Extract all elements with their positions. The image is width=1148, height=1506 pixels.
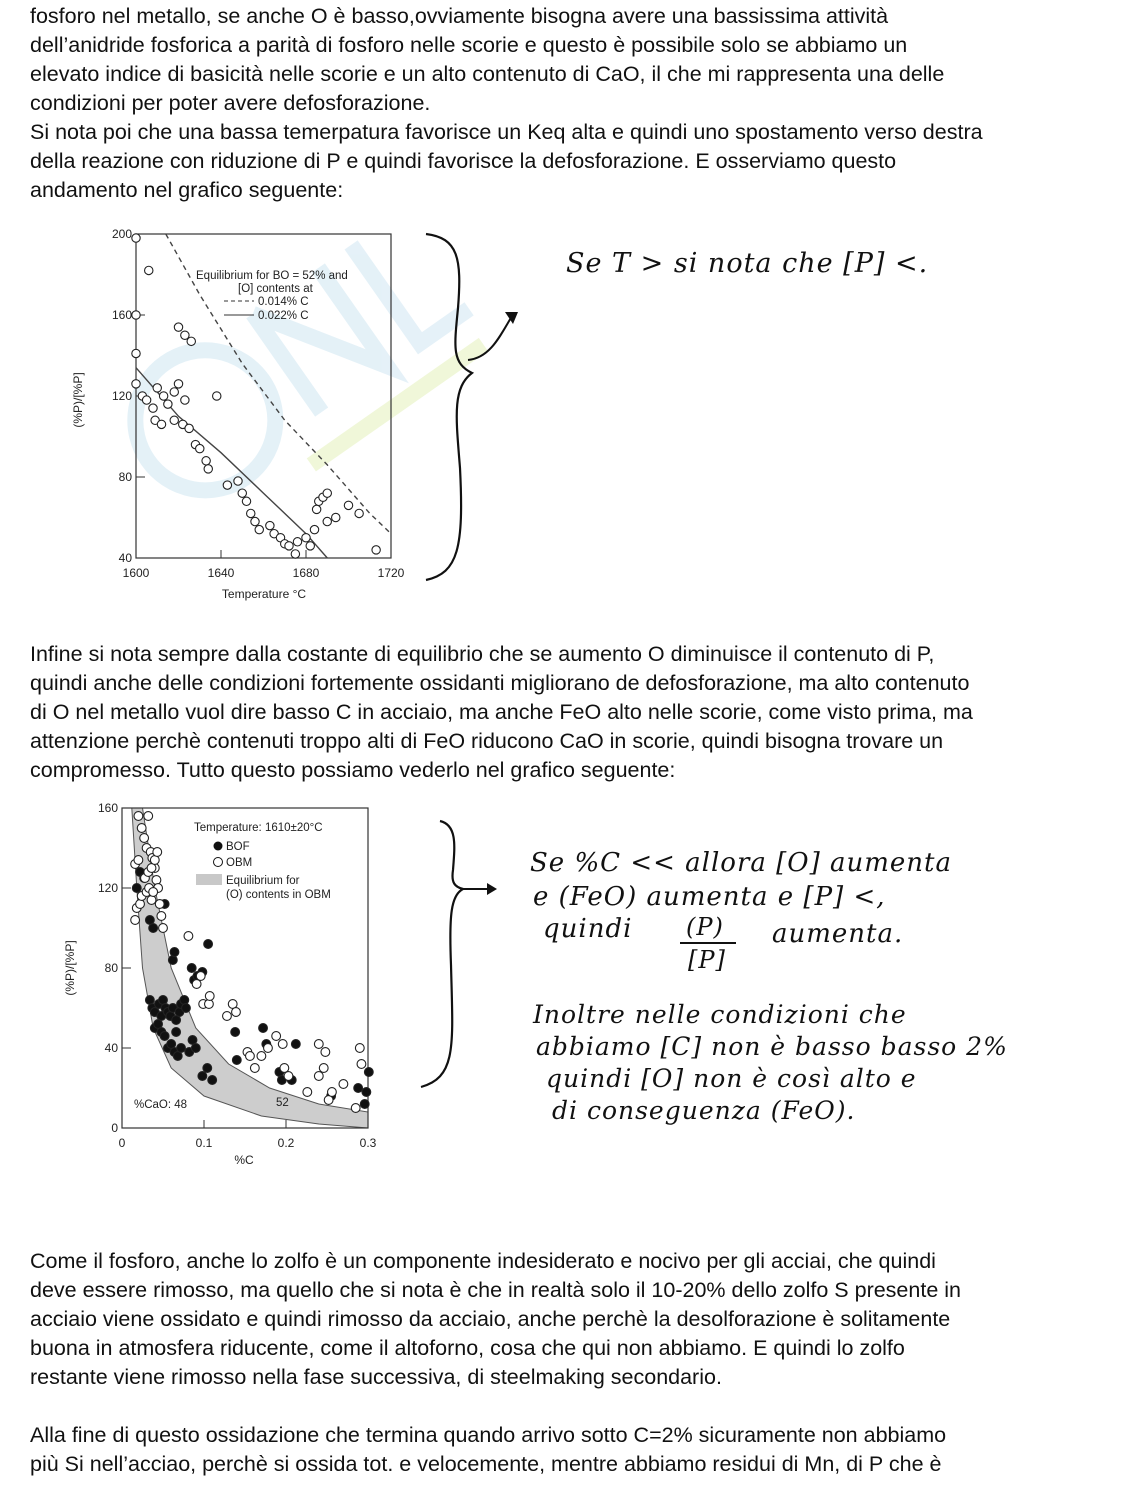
paragraph-2 xyxy=(30,640,1125,785)
chart2-point-bof xyxy=(198,1072,207,1081)
chart2-point-bof xyxy=(168,956,177,965)
chart2-point-bof xyxy=(187,964,196,973)
chart2-xtick-label: 0 xyxy=(118,1136,126,1150)
chart2-point-obm xyxy=(134,812,143,821)
chart2-point-bof xyxy=(180,996,189,1005)
chart1-point xyxy=(223,481,231,489)
chart1-xtick-label: 1600 xyxy=(122,566,150,580)
paragraph-1 xyxy=(30,2,1125,205)
chart1-point xyxy=(132,311,140,319)
chart2-legend-obm-marker xyxy=(214,858,223,867)
chart2-point-obm xyxy=(272,1032,281,1041)
chart1-point xyxy=(293,538,301,546)
chart2-point-obm xyxy=(196,972,205,981)
chart2-point-obm xyxy=(147,896,156,905)
brace-1 xyxy=(420,228,540,588)
chart2-point-obm xyxy=(134,856,143,865)
chart1-point xyxy=(164,400,172,408)
chart2-point-bof xyxy=(232,1056,241,1065)
chart1-point xyxy=(302,534,310,542)
chart2-point-obm xyxy=(357,1060,366,1069)
brace-2-path xyxy=(421,821,463,1087)
chart2-ytick-label: 160 xyxy=(97,801,118,815)
chart1-point xyxy=(174,380,182,388)
chart2-xtick-label: 0.3 xyxy=(359,1136,377,1150)
chart2-point-obm xyxy=(155,900,164,909)
chart1-point xyxy=(238,489,246,497)
handwritten-note-2-line-3: quindi xyxy=(543,914,633,944)
text-line: elevato indice di basicità nelle scorie e un alto contenuto di CaO, il che mi rappresenta una delle xyxy=(30,62,945,86)
chart1-point xyxy=(157,420,165,428)
text-line: Come il fosforo, anche lo zolfo è un componente indesiderato e nocivo per gli acciai, che quindi xyxy=(30,1249,936,1273)
chart1-point xyxy=(242,497,250,505)
chart2-ytick-label: 40 xyxy=(104,1041,118,1055)
chart2-point-bof xyxy=(159,996,168,1005)
chart2-point-obm xyxy=(264,1044,273,1053)
text-line: fosforo nel metallo, se anche O è basso,ovviamente bisogna avere una bassissima attività xyxy=(30,4,889,28)
chart2-point-bof xyxy=(132,884,141,893)
chart1-legend-solid: 0.022% C xyxy=(258,310,309,322)
chart2-legend-obm: OBM xyxy=(226,857,253,869)
brace-1-path xyxy=(426,234,472,580)
text-line: restante viene rimosso nella fase successiva, di steelmaking secondario. xyxy=(30,1365,722,1389)
chart2-point-obm xyxy=(314,1040,323,1049)
handwritten-fraction-bar xyxy=(680,942,736,944)
text-line: dell’anidride fosforica a parità di fosforo nelle scorie e questo è possibile solo se abbiamo un xyxy=(30,33,908,57)
chart2-point-obm xyxy=(339,1080,348,1089)
chart2-xlabel: %C xyxy=(234,1153,254,1167)
chart1-point xyxy=(213,392,221,400)
chart2-point-bof xyxy=(364,1068,373,1077)
chart2-point-obm xyxy=(159,924,168,933)
chart1-point xyxy=(149,404,157,412)
chart-carbon xyxy=(52,800,392,1170)
brace-2 xyxy=(415,815,525,1095)
chart2-point-obm xyxy=(157,912,166,921)
text-line: quindi anche delle condizioni fortemente ossidanti migliorano de defosforazione, ma alto contenuto xyxy=(30,671,970,695)
chart1-xtick-label: 1720 xyxy=(377,566,405,580)
chart2-point-bof xyxy=(208,1076,217,1085)
chart2-point-obm xyxy=(246,1052,255,1061)
chart2-point-obm xyxy=(223,1012,232,1021)
text-line: Alla fine di questo ossidazione che termina quando arrivo sotto C=2% sicuramente non abbiamo xyxy=(30,1423,947,1447)
chart2-point-bof xyxy=(191,1044,200,1053)
text-line: di O nel metallo vuol dire basso C in acciaio, ma anche FeO alto nelle scorie, come visto prima, ma xyxy=(30,700,973,724)
chart1-point xyxy=(153,384,161,392)
chart1-point xyxy=(132,349,140,357)
chart2-point-obm xyxy=(321,1048,330,1057)
chart1-point xyxy=(310,525,318,533)
chart2-point-obm xyxy=(152,876,161,885)
chart2-point-obm xyxy=(319,1064,328,1073)
chart2-point-obm xyxy=(351,1104,360,1113)
chart2-legend-bof: BOF xyxy=(226,841,250,853)
chart1-point xyxy=(323,517,331,525)
chart1-point xyxy=(255,525,263,533)
chart1-xtick-label: 1680 xyxy=(292,566,320,580)
handwritten-note-2-line-1: Se %C << allora [O] aumenta xyxy=(530,848,952,878)
chart2-point-obm xyxy=(137,824,146,833)
chart1-point xyxy=(142,396,150,404)
chart2-point-bof xyxy=(354,1084,363,1093)
chart1-point xyxy=(174,323,182,331)
chart1-point xyxy=(170,388,178,396)
chart1-ytick-label: 80 xyxy=(118,470,132,484)
text-line: condizioni per poter avere defosforazione. xyxy=(30,91,431,115)
chart2-point-bof xyxy=(231,1028,240,1037)
chart2-point-obm xyxy=(205,992,214,1001)
handwritten-fraction-numerator: (P) xyxy=(686,913,724,941)
text-line: Infine si nota sempre dalla costante di equilibrio che se aumento O diminuisce il contenuto di P, xyxy=(30,642,935,666)
arrow-1 xyxy=(468,316,512,360)
chart2-point-obm xyxy=(355,1044,364,1053)
chart2-point-obm xyxy=(284,1072,293,1081)
chart2-point-obm xyxy=(153,848,162,857)
chart1-point xyxy=(285,542,293,550)
chart1-point xyxy=(312,505,320,513)
chart2-ytick-label: 80 xyxy=(104,961,118,975)
chart1-point xyxy=(355,509,363,517)
chart2-point-obm xyxy=(280,1064,289,1073)
arrow-1-head xyxy=(505,312,518,324)
chart1-legend-line2: [O] contents at xyxy=(238,283,313,295)
chart2-point-obm xyxy=(140,834,149,843)
chart2-point-bof xyxy=(170,948,179,957)
chart2-ylabel: (%P)/[%P] xyxy=(63,940,77,996)
chart1-point xyxy=(159,392,167,400)
chart1-xlabel: Temperature °C xyxy=(221,587,307,601)
chart2-ytick-label: 120 xyxy=(97,881,118,895)
chart1-point xyxy=(372,546,380,554)
text-line: più Si nell’acciao, perchè si ossida tot. e velocemente, mentre abbiamo residui di Mn, di P che è xyxy=(30,1452,942,1476)
chart1-point xyxy=(196,444,204,452)
chart1-ytick-label: 120 xyxy=(111,389,132,403)
chart2-point-obm xyxy=(278,1040,287,1049)
chart2-point-bof xyxy=(204,940,213,949)
chart2-point-obm xyxy=(144,812,153,821)
chart1-point xyxy=(306,542,314,550)
chart2-point-obm xyxy=(184,932,193,941)
chart2-legend xyxy=(194,822,331,901)
chart2-point-obm xyxy=(257,1052,266,1061)
chart1-point xyxy=(251,517,259,525)
chart-temperature xyxy=(60,222,420,607)
chart1-point xyxy=(185,424,193,432)
chart2-legend-title: Temperature: 1610±20°C xyxy=(194,822,323,834)
chart2-point-bof xyxy=(172,1028,181,1037)
chart2-point-bof xyxy=(145,996,154,1005)
text-line: attenzione perchè contenuti troppo alti di FeO riducono CaO in scorie, quindi bisogna trovare un xyxy=(30,729,944,753)
handwritten-note-3-line-4: di conseguenza (FeO). xyxy=(552,1096,856,1125)
chart2-point-bof xyxy=(291,1040,300,1049)
chart1-legend-dashed: 0.014% C xyxy=(258,296,309,308)
chart1-point xyxy=(344,501,352,509)
chart1-ytick-label: 160 xyxy=(111,308,132,322)
chart2-legend-bof-marker xyxy=(214,842,223,851)
text-line: deve essere rimosso, ma quello che si nota è che in realtà solo il 10-20% dello zolfo S presente in xyxy=(30,1278,961,1302)
handwritten-note-3-line-2: abbiamo [C] non è basso basso 2% xyxy=(536,1032,1008,1061)
paragraph-3 xyxy=(30,1247,1125,1392)
chart1-point xyxy=(204,465,212,473)
chart2-legend-band: Equilibrium for xyxy=(226,875,300,887)
chart1-point xyxy=(181,396,189,404)
chart1-point xyxy=(170,416,178,424)
handwritten-note-3-line-1: Inoltre nelle condizioni che xyxy=(533,1000,907,1029)
chart1-point xyxy=(332,513,340,521)
chart2-point-bof xyxy=(182,1004,191,1013)
chart2-point-obm xyxy=(136,900,145,909)
handwritten-note-2-line-4: aumenta. xyxy=(772,919,904,949)
text-line: andamento nel grafico seguente: xyxy=(30,178,344,202)
chart2-xtick-label: 0.2 xyxy=(277,1136,295,1150)
chart2-point-obm xyxy=(314,1072,323,1081)
chart2-point-bof xyxy=(259,1024,268,1033)
chart2-point-obm xyxy=(150,856,159,865)
paragraph-4 xyxy=(30,1421,1125,1479)
chart1-ylabel: (%P)/[%P] xyxy=(71,372,85,428)
chart2-point-obm xyxy=(205,1000,214,1009)
chart2-point-bof xyxy=(177,1044,186,1053)
handwritten-fraction-denominator: [P] xyxy=(688,946,726,974)
chart1-point xyxy=(234,477,242,485)
handwritten-note-1: Se T > si nota che [P] <. xyxy=(566,248,929,279)
chart2-point-obm xyxy=(149,888,158,897)
chart2-xtick-label: 0.1 xyxy=(195,1136,213,1150)
chart2-point-obm xyxy=(192,980,201,989)
text-line: Si nota poi che una bassa temerpatura favorisce un Keq alta e quindi uno spostamento verso destra xyxy=(30,120,983,144)
chart2-point-bof xyxy=(149,924,158,933)
chart2-point-obm xyxy=(250,1064,259,1073)
chart1-point xyxy=(132,380,140,388)
chart2-point-bof xyxy=(203,1064,212,1073)
chart2-point-obm xyxy=(232,1008,241,1017)
chart2-annotation-cao-48: %CaO: 48 xyxy=(134,1099,188,1111)
chart2-point-obm xyxy=(328,1088,337,1097)
chart1-point xyxy=(132,234,140,242)
chart1-point xyxy=(291,550,299,558)
chart1-point xyxy=(247,509,255,517)
chart1-point xyxy=(187,337,195,345)
text-line: della reazione con riduzione di P e quindi favorisce la defosforazione. E osserviamo questo xyxy=(30,149,897,173)
chart1-xtick-label: 1640 xyxy=(207,566,235,580)
chart1-ytick-label: 40 xyxy=(118,551,132,565)
chart2-legend-band-swatch xyxy=(196,874,222,885)
chart1-point xyxy=(145,266,153,274)
chart1-ytick-label: 200 xyxy=(111,227,132,241)
chart1-legend xyxy=(196,270,348,322)
chart2-point-bof xyxy=(362,1088,371,1097)
chart2-annotation-cao-52: 52 xyxy=(276,1097,289,1109)
chart1-point xyxy=(266,521,274,529)
text-line: acciaio viene ossidato e quindi rimosso da acciaio, anche perchè la desolforazione è solitamente xyxy=(30,1307,951,1331)
chart2-ytick-label: 0 xyxy=(111,1121,118,1135)
text-line: compromesso. Tutto questo possiamo vederlo nel grafico seguente: xyxy=(30,758,676,782)
handwritten-note-2-line-2: e (FeO) aumenta e [P] <, xyxy=(533,882,886,912)
chart2-equilibrium-band xyxy=(132,808,368,1128)
chart2-point-bof xyxy=(160,1032,169,1041)
chart1-point xyxy=(323,489,331,497)
chart2-legend-band-2: (O) contents in OBM xyxy=(226,889,331,901)
handwritten-note-3-line-3: quindi [O] non è così alto e xyxy=(546,1064,917,1093)
chart2-point-bof xyxy=(360,1100,369,1109)
chart2-point-obm xyxy=(131,916,140,925)
chart2-point-obm xyxy=(303,1088,312,1097)
text-line: buona in atmosfera riducente, come il altoforno, cosa che qui non abbiamo. E quindi lo zolfo xyxy=(30,1336,905,1360)
arrow-2-head xyxy=(487,883,497,895)
chart1-legend-line1: Equilibrium for BO = 52% and xyxy=(196,270,348,282)
chart1-point xyxy=(202,457,210,465)
